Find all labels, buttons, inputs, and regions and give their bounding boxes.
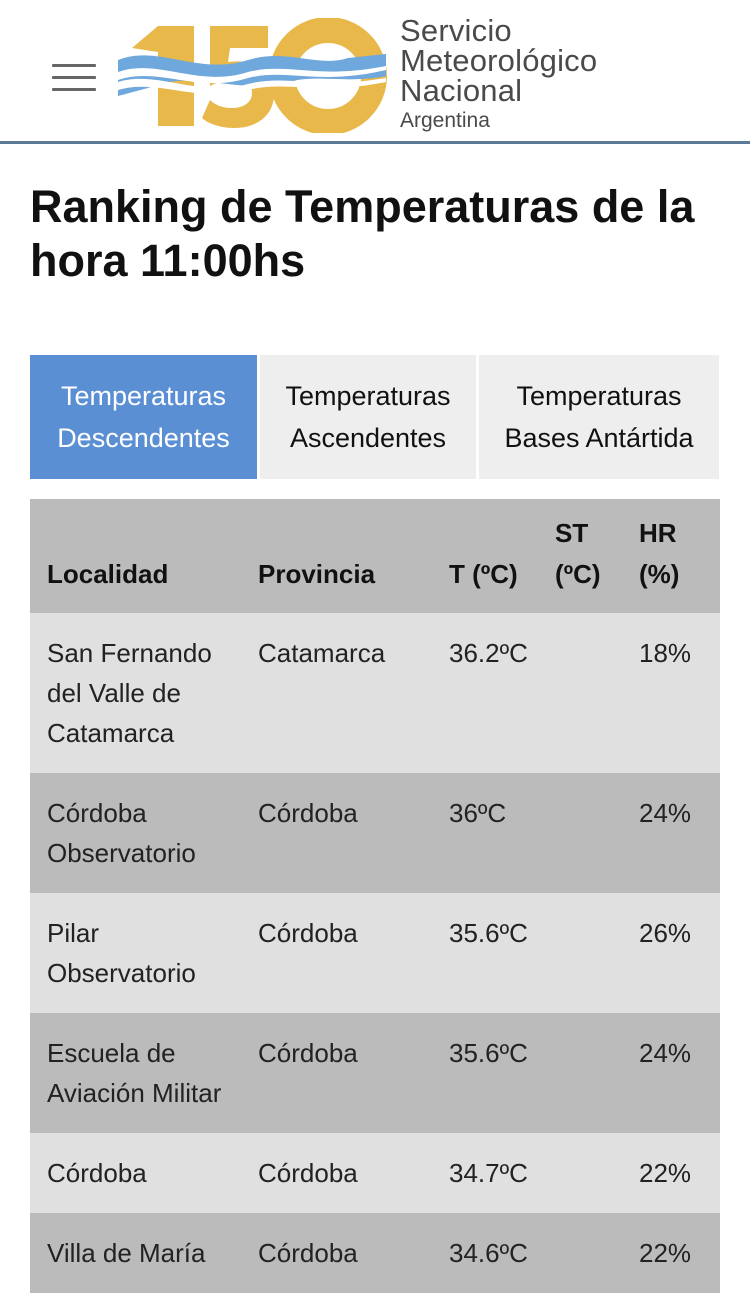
cell-sensacion-termica bbox=[549, 1013, 635, 1133]
cell-sensacion-termica bbox=[549, 893, 635, 1013]
cell-temperatura: 36ºC bbox=[432, 773, 549, 893]
table-header-row bbox=[30, 499, 720, 613]
column-header-localidad: Localidad bbox=[30, 499, 241, 613]
smn-150-logo-icon[interactable] bbox=[118, 18, 390, 133]
hamburger-menu-icon[interactable] bbox=[52, 64, 96, 94]
table-row bbox=[30, 613, 720, 773]
cell-localidad: Córdoba Observatorio bbox=[30, 773, 241, 893]
cell-temperatura: 35.6ºC bbox=[432, 1013, 549, 1133]
logo-line-nacional: Nacional bbox=[400, 73, 523, 108]
cell-provincia: Córdoba bbox=[241, 893, 432, 1013]
table-row bbox=[30, 773, 720, 893]
cell-localidad: Pilar Observatorio bbox=[30, 893, 241, 1013]
cell-humedad: 22% bbox=[635, 1213, 720, 1293]
cell-provincia: Córdoba bbox=[241, 1213, 432, 1293]
ranking-table bbox=[30, 499, 720, 1293]
cell-localidad: Villa de María bbox=[30, 1213, 241, 1293]
column-header-sensacion-termica: ST (ºC) bbox=[549, 499, 635, 613]
cell-temperatura: 36.2ºC bbox=[432, 613, 549, 773]
cell-sensacion-termica bbox=[549, 773, 635, 893]
cell-localidad: Escuela de Aviación Militar bbox=[30, 1013, 241, 1133]
cell-sensacion-termica bbox=[549, 1213, 635, 1293]
cell-sensacion-termica bbox=[549, 1133, 635, 1213]
column-header-provincia: Provincia bbox=[241, 499, 432, 613]
logo-wordmark[interactable] bbox=[400, 13, 660, 134]
site-header bbox=[0, 0, 750, 144]
cell-temperatura: 34.7ºC bbox=[432, 1133, 549, 1213]
table-row bbox=[30, 893, 720, 1013]
column-header-temperatura: T (ºC) bbox=[432, 499, 549, 613]
cell-humedad: 24% bbox=[635, 1013, 720, 1133]
tab-temperaturas-bases-antartida[interactable]: Temperaturas Bases Antártida bbox=[479, 355, 719, 479]
cell-humedad: 18% bbox=[635, 613, 720, 773]
column-header-humedad: HR (%) bbox=[635, 499, 720, 613]
logo-line-servicio: Servicio bbox=[400, 13, 512, 48]
table-row bbox=[30, 1133, 720, 1213]
cell-temperatura: 35.6ºC bbox=[432, 893, 549, 1013]
logo-line-meteorologico: Meteorológico bbox=[400, 43, 598, 78]
cell-humedad: 22% bbox=[635, 1133, 720, 1213]
cell-localidad: Córdoba bbox=[30, 1133, 241, 1213]
cell-provincia: Córdoba bbox=[241, 773, 432, 893]
tab-temperaturas-ascendentes[interactable]: Temperaturas Ascendentes bbox=[260, 355, 476, 479]
cell-provincia: Catamarca bbox=[241, 613, 432, 773]
cell-temperatura: 34.6ºC bbox=[432, 1213, 549, 1293]
cell-localidad: San Fernando del Valle de Catamarca bbox=[30, 613, 241, 773]
cell-sensacion-termica bbox=[549, 613, 635, 773]
table-row bbox=[30, 1013, 720, 1133]
tab-temperaturas-descendentes[interactable]: Temperaturas Descendentes bbox=[30, 355, 257, 479]
cell-humedad: 26% bbox=[635, 893, 720, 1013]
cell-provincia: Córdoba bbox=[241, 1013, 432, 1133]
logo-country: Argentina bbox=[400, 109, 490, 132]
page-title: Ranking de Temperaturas de la hora 11:00hs bbox=[30, 181, 695, 286]
table-row bbox=[30, 1213, 720, 1293]
cell-humedad: 24% bbox=[635, 773, 720, 893]
ranking-tabs bbox=[30, 355, 719, 479]
cell-provincia: Córdoba bbox=[241, 1133, 432, 1213]
